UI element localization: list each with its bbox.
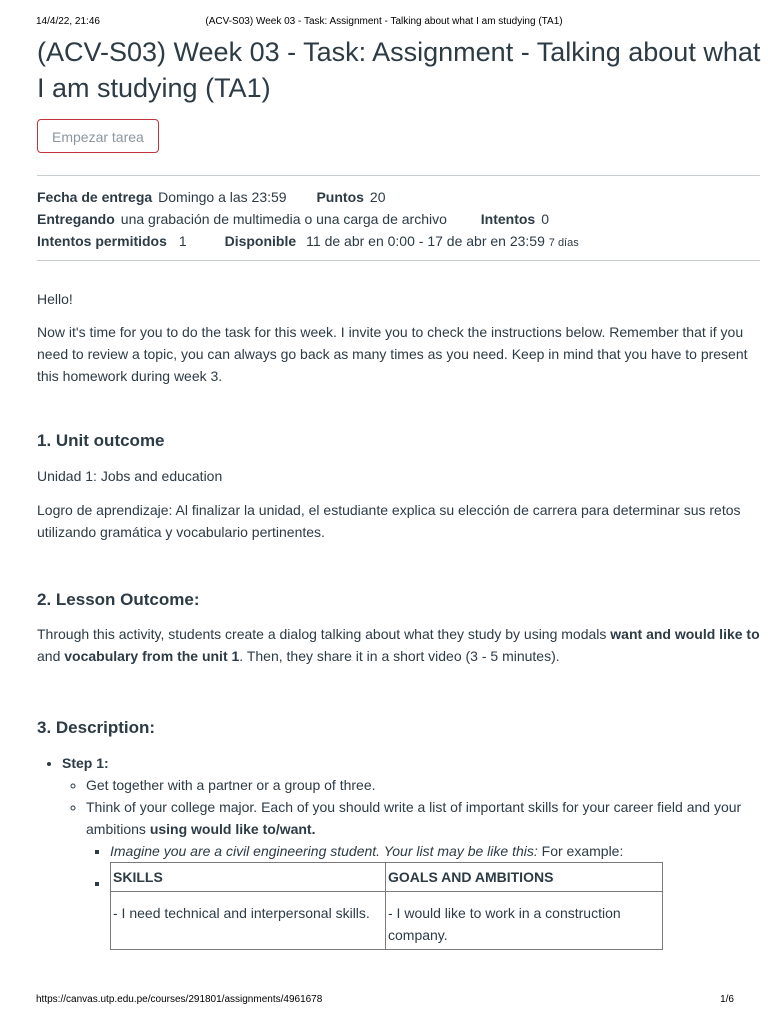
assignment-content (37, 34, 761, 950)
greeting: Hello! (37, 291, 73, 307)
available-days: 7 días (548, 237, 579, 249)
lesson-outcome-text (37, 623, 761, 667)
print-doc-title: (ACV-S03) Week 03 - Task: Assignment - Talking about what I am studying (TA1) (205, 16, 563, 27)
table-header-cell (111, 863, 386, 892)
list-item: ◦ Get together with a partner or a group of three. (86, 774, 761, 796)
intro-paragraph: Now it's time for you to do the task for this week. I invite you to check the instructions below. Remember that if you need to review a topic, you can always go back as many times as you need. Keep in mind that you have to present this homework during week 3. (37, 324, 748, 384)
divider (37, 260, 760, 261)
table-cell: - I need technical and interpersonal skills. (111, 892, 386, 950)
header-skills: SKILLS (113, 869, 163, 885)
example-sublist (86, 840, 761, 950)
unit-outcome-heading: 1. Unit outcome (37, 431, 165, 450)
assignment-description (37, 288, 761, 950)
table-header-cell (386, 863, 663, 892)
item-bold: using would like to/want. (149, 821, 316, 837)
attempts-label: Intentos (480, 211, 536, 227)
allowed-attempts-value: 1 (178, 233, 187, 249)
lesson-text-2: and (37, 648, 65, 664)
available-label: Disponible (224, 233, 297, 249)
skills-table (110, 862, 663, 950)
print-header (0, 16, 768, 30)
page-number: 1/6 (720, 994, 734, 1005)
table-cell: - I would like to work in a construction company. (386, 892, 663, 950)
header-goals: GOALS AND AMBITIONS (388, 869, 554, 885)
assignment-details (37, 176, 761, 260)
lesson-bold-2: vocabulary from the unit 1 (64, 648, 240, 664)
submitting-value: una grabación de multimedia o una carga de archivo (120, 211, 447, 227)
print-footer (0, 994, 768, 1008)
available-value: 11 de abr en 0:00 - 17 de abr en 23:59 (306, 233, 545, 249)
lesson-text-3: . Then, they share it in a short video (3 - 5 minutes). (239, 648, 560, 664)
start-assignment-button[interactable]: Empezar tarea (37, 119, 159, 153)
points-value: 20 (369, 189, 386, 205)
table-header-row (111, 863, 663, 892)
learning-outcome: Logro de aprendizaje: Al finalizar la unidad, el estudiante explica su elección de carrera para determinar sus retos utilizando gramática y vocabulario pertinentes. (37, 502, 741, 540)
step-1-sublist (62, 774, 761, 950)
due-value: Domingo a las 23:59 (158, 189, 287, 205)
submitting-label: Entregando (37, 211, 115, 227)
allowed-attempts-label: Intentos permitidos (37, 233, 167, 249)
lesson-outcome-heading: 2. Lesson Outcome: (37, 590, 200, 609)
attempts-value: 0 (541, 211, 550, 227)
points-label: Puntos (316, 189, 364, 205)
assignment-title: (ACV-S03) Week 03 - Task: Assignment - Talking about what I am studying (TA1) (37, 37, 761, 103)
example-italic: Imagine you are a civil engineering student. Your list may be like this: (110, 843, 538, 859)
item-text: Think of your college major. Each of you should write a list of important skills for your career field and your ambitions (86, 799, 742, 837)
print-url: https://canvas.utp.edu.pe/courses/291801/assignments/4961678 (36, 994, 323, 1005)
steps-list (37, 752, 761, 950)
step-item (62, 752, 761, 950)
list-item (110, 862, 761, 950)
table-row (111, 892, 663, 950)
lesson-text-1: Through this activity, students create a dialog talking about what they study by using modals (37, 626, 611, 642)
print-date: 14/4/22, 21:46 (36, 16, 100, 27)
example-rest: For example: (537, 843, 624, 859)
lesson-bold-1: want and would like to (610, 626, 760, 642)
list-item (110, 840, 761, 862)
description-heading: 3. Description: (37, 718, 156, 737)
list-item (86, 796, 761, 950)
unit-line: Unidad 1: Jobs and education (37, 468, 223, 484)
due-label: Fecha de entrega (37, 189, 153, 205)
step-1-label: Step 1: (62, 755, 109, 771)
